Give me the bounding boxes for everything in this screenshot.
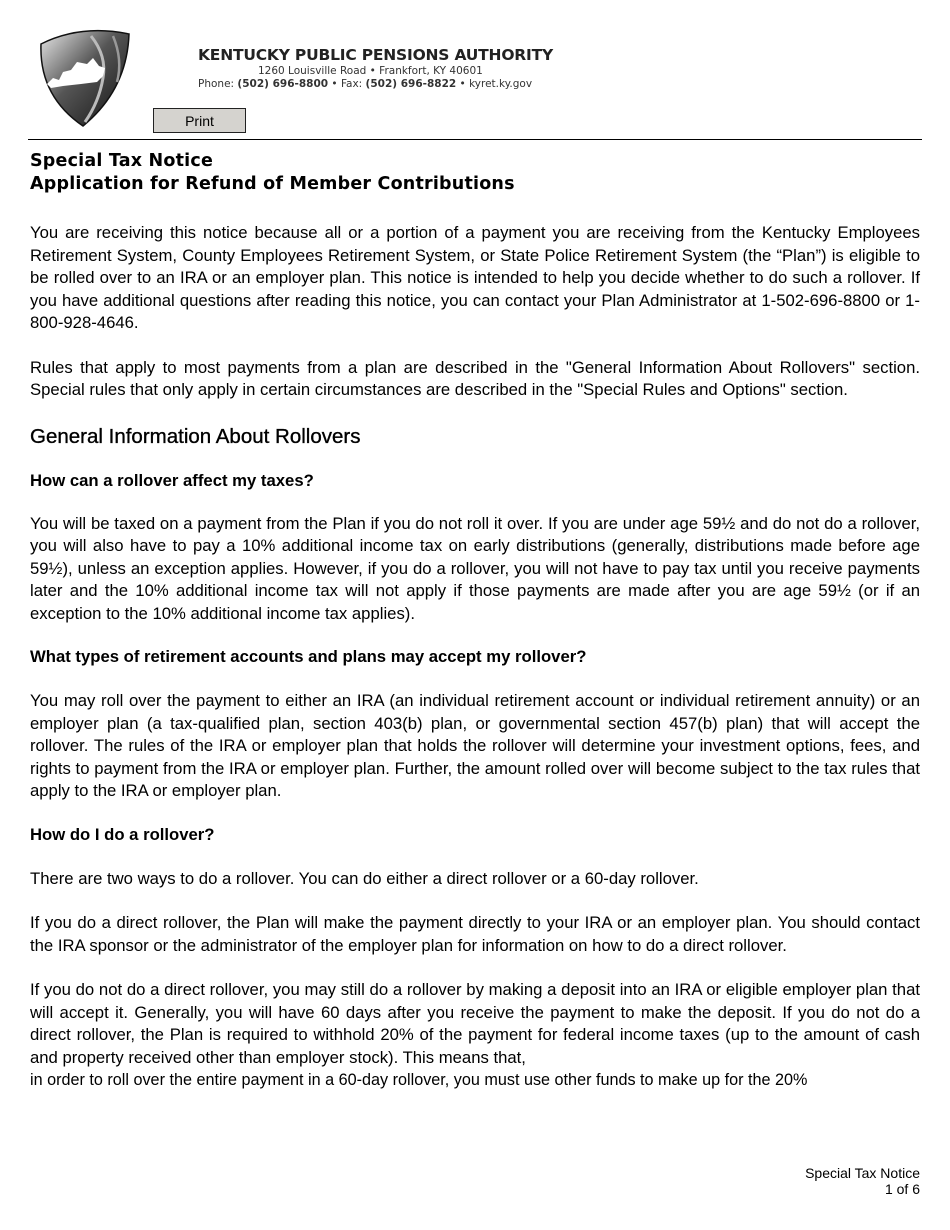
document-title: Special Tax Notice [30, 151, 214, 171]
answer-paragraph-two-ways: There are two ways to do a rollover. You can do either a direct rollover or a 60-day rollover. [30, 868, 699, 888]
document-subtitle: Application for Refund of Member Contributions [30, 174, 515, 194]
answer-paragraph-60-day-tail: in order to roll over the entire payment in a 60-day rollover, you must use other funds to make up for the 20% [30, 1071, 808, 1089]
question-heading-how: How do I do a rollover? [30, 824, 215, 844]
header-divider [28, 139, 922, 140]
phone-number: (502) 696-8800 [237, 78, 329, 90]
fax-number: (502) 696-8822 [365, 78, 457, 90]
org-header [198, 46, 558, 91]
footer-doc-name: Special Tax Notice [805, 1165, 920, 1181]
intro-paragraph-2: Rules that apply to most payments from a plan are described in the "General Information About Rollovers" section. Special rules that only apply in certain circumstances are described in the "Special Rules and Options" section. [30, 357, 920, 399]
answer-paragraph-60-day: If you do not do a direct rollover, you may still do a rollover by making a deposit into an IRA or eligible employer plan that will accept it. Generally, you will have 60 days after you receive the payment to make the deposit. If you do not do a direct rollover, the Plan is required to withhold 20% of the payment for federal income taxes (up to the amount of cash and property received other than employer stock). This means that, [30, 980, 920, 1067]
phone-label: Phone: [198, 78, 238, 90]
page-footer [805, 1165, 920, 1197]
section-heading: General Information About Rollovers [30, 424, 361, 448]
org-address: 1260 Louisville Road • Frankfort, KY 40601 [258, 65, 483, 77]
notice-content [30, 150, 920, 1092]
question-heading-accounts: What types of retirement accounts and plans may accept my rollover? [30, 647, 587, 666]
question-heading-taxes: How can a rollover affect my taxes? [30, 470, 314, 490]
answer-paragraph-accounts: You may roll over the payment to either an IRA (an individual retirement account or individual retirement annuity) or an employer plan (a tax-qualified plan, section 403(b) plan, or governmental section 457(b) plan) that will accept the rollover. The rules of the IRA or employer plan that holds the rollover will determine your investment options, fees, and rights to payment from the IRA or employer plan. Further, the amount rolled over will become subject to the tax rules that apply to the IRA or employer plan. [30, 691, 920, 800]
fax-label: • Fax: [328, 78, 366, 90]
kppa-logo-icon [33, 26, 133, 129]
org-contact [198, 78, 558, 91]
website: • kyret.ky.gov [456, 78, 533, 90]
org-name: KENTUCKY PUBLIC PENSIONS AUTHORITY [198, 46, 553, 64]
answer-paragraph-taxes: You will be taxed on a payment from the Plan if you do not roll it over. If you are under age 59½ and do not do a rollover, you will also have to pay a 10% additional income tax on early distributions (generally, distributions made before age 59½), unless an exception applies. However, if you do a rollover, you will not have to pay tax until you receive payments later and the 10% additional income tax will not apply if those payments are made after you are age 59½ (or if an exception to the 10% additional income tax applies). [30, 513, 920, 623]
footer-page-number: 1 of 6 [884, 1181, 920, 1197]
intro-paragraph-1: You are receiving this notice because all or a portion of a payment you are receiving from the Kentucky Employees Retirement System, County Employees Retirement System, or State Police Retirement System (the “Plan”) is eligible to be rolled over to an IRA or an employer plan. This notice is intended to help you decide whether to do such a rollover. If you have additional questions after reading this notice, you can contact your Plan Administrator at 1-502-696-8800 or 1-800-928-4646. [30, 223, 920, 332]
answer-paragraph-direct: If you do a direct rollover, the Plan will make the payment directly to your IRA or an employer plan. You should contact the IRA sponsor or the administrator of the employer plan for information on how to do a direct rollover. [30, 913, 920, 955]
print-button[interactable]: Print [153, 108, 246, 133]
